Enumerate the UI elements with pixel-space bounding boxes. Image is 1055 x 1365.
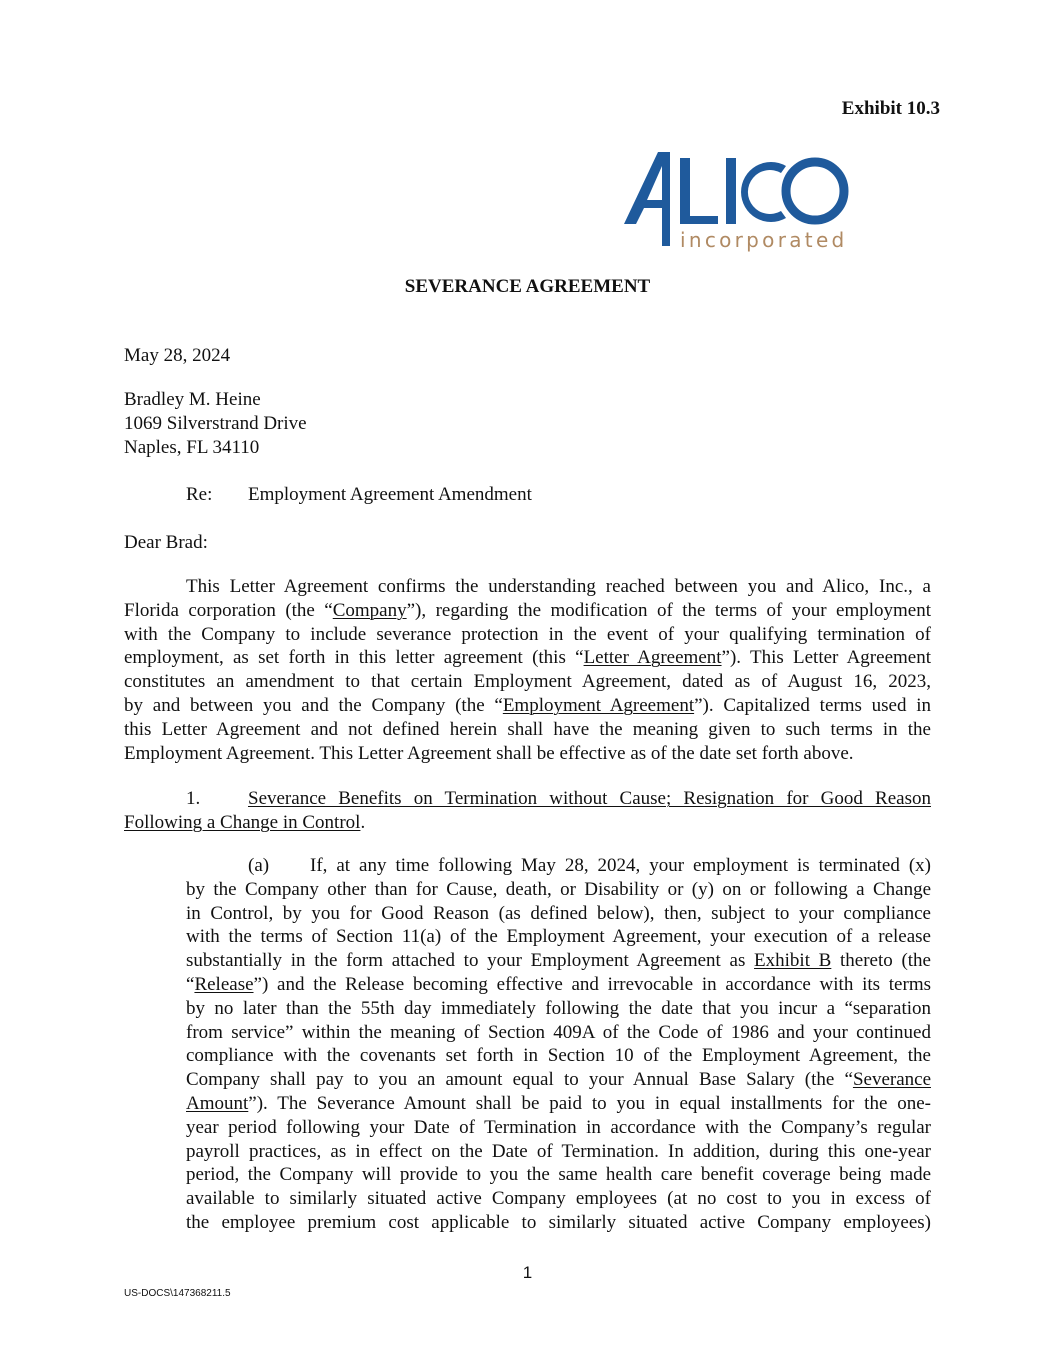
intro-line: Florida corporation (the “Company”), regarding the modification of the terms of your employment bbox=[124, 599, 931, 621]
alico-logo bbox=[618, 148, 853, 252]
re-line bbox=[186, 483, 532, 507]
para-a-line: (a) If, at any time following May 28, 2024, your employment is terminated (x) bbox=[248, 855, 931, 876]
intro-line: employment, as set forth in this letter agreement (this “Letter Agreement”). This Letter Agreement bbox=[124, 647, 931, 669]
para-a-line: substantially in the form attached to your Employment Agreement as Exhibit B thereto (the bbox=[186, 950, 931, 972]
para-a-line: by the Company other than for Cause, death, or Disability or (y) on or following a Change bbox=[186, 878, 931, 900]
salutation: Dear Brad: bbox=[124, 532, 208, 553]
section-heading-text: Following a Change in Control bbox=[124, 811, 361, 833]
para-a-line: from service” within the meaning of Section 409A of the Code of 1986 and your continued bbox=[186, 1021, 931, 1043]
para-a-line: with the terms of Section 11(a) of the Employment Agreement, your execution of a release bbox=[186, 926, 931, 948]
defined-term-employment-agreement: Employment Agreement bbox=[502, 694, 695, 716]
section-heading-line bbox=[124, 787, 931, 811]
intro-line: by and between you and the Company (the “Employment Agreement”). Capitalized terms used in bbox=[124, 694, 932, 716]
intro-line: with the Company to include severance protection in the event of your qualifying termination of bbox=[124, 623, 931, 645]
para-a-line: period, the Company will provide to you the same health care benefit coverage being made bbox=[186, 1164, 931, 1186]
para-a-line: compliance with the covenants set forth in Section 10 of the Employment Agreement, the bbox=[186, 1045, 931, 1067]
para-a-line: by no later than the 55th day immediately following the date that you incur a “separation bbox=[186, 997, 931, 1019]
defined-term-amount: Amount bbox=[186, 1092, 249, 1114]
recipient-street: 1069 Silverstrand Drive bbox=[124, 412, 307, 434]
recipient-city: Naples, FL 34110 bbox=[124, 436, 260, 458]
para-a-line: Company shall pay to you an amount equal to your Annual Base Salary (the “Severance bbox=[186, 1069, 931, 1091]
document-id: US-DOCS\147368211.5 bbox=[124, 1288, 231, 1299]
defined-term-exhibit-b: Exhibit B bbox=[754, 950, 832, 972]
para-a-line: Amount”). The Severance Amount shall be paid to you in equal installments for the one- bbox=[186, 1092, 931, 1114]
exhibit-label: Exhibit 10.3 bbox=[841, 98, 940, 119]
section-heading-text: Severance Benefits on Termination without Cause; Resignation for Good Reason bbox=[248, 788, 931, 809]
section-heading-line: Following a Change in Control. bbox=[124, 811, 366, 833]
page-number: 1 bbox=[522, 1263, 533, 1282]
para-a-label: (a) bbox=[248, 855, 270, 876]
intro-line: this Letter Agreement and not defined herein shall have the meaning given to such terms in the bbox=[124, 718, 931, 740]
intro-line: Employment Agreement. This Letter Agreement shall be effective as of the date set forth above. bbox=[124, 742, 854, 764]
defined-term-letter-agreement: Letter Agreement bbox=[583, 647, 722, 669]
section-1-heading bbox=[124, 787, 931, 835]
document-title: SEVERANCE AGREEMENT bbox=[404, 276, 651, 297]
defined-term-release: Release bbox=[194, 973, 254, 995]
logo-tagline: incorporated bbox=[680, 228, 848, 252]
re-subject: Employment Agreement Amendment bbox=[248, 484, 532, 505]
section-number: 1. bbox=[186, 788, 201, 809]
defined-term-severance: Severance bbox=[852, 1069, 931, 1091]
para-a-line: payroll practices, as in effect on the Date of Termination. In addition, during this one-year bbox=[186, 1140, 931, 1162]
para-a-line: year period following your Date of Termination in accordance with the Company’s regular bbox=[186, 1116, 931, 1138]
re-label: Re: bbox=[186, 484, 213, 505]
para-a-line: available to similarly situated active Company employees (at no cost to you in excess of bbox=[186, 1188, 931, 1210]
intro-line: constitutes an amendment to that certain Employment Agreement, dated as of August 16, 2023, bbox=[124, 671, 931, 693]
recipient-address bbox=[124, 388, 307, 459]
para-a-line: the employee premium cost applicable to similarly situated active Company employees) bbox=[186, 1211, 931, 1233]
para-a-line: in Control, by you for Good Reason (as defined below), then, subject to your compliance bbox=[186, 902, 931, 924]
para-a-line: “Release”) and the Release becoming effective and irrevocable in accordance with its terms bbox=[186, 973, 931, 995]
paragraph-a bbox=[186, 854, 931, 1235]
intro-line: This Letter Agreement confirms the understanding reached between you and Alico, Inc., a bbox=[186, 576, 931, 597]
recipient-name: Bradley M. Heine bbox=[124, 389, 261, 410]
intro-paragraph bbox=[124, 575, 931, 765]
defined-term-company: Company bbox=[332, 599, 407, 621]
letter-date: May 28, 2024 bbox=[124, 345, 231, 366]
